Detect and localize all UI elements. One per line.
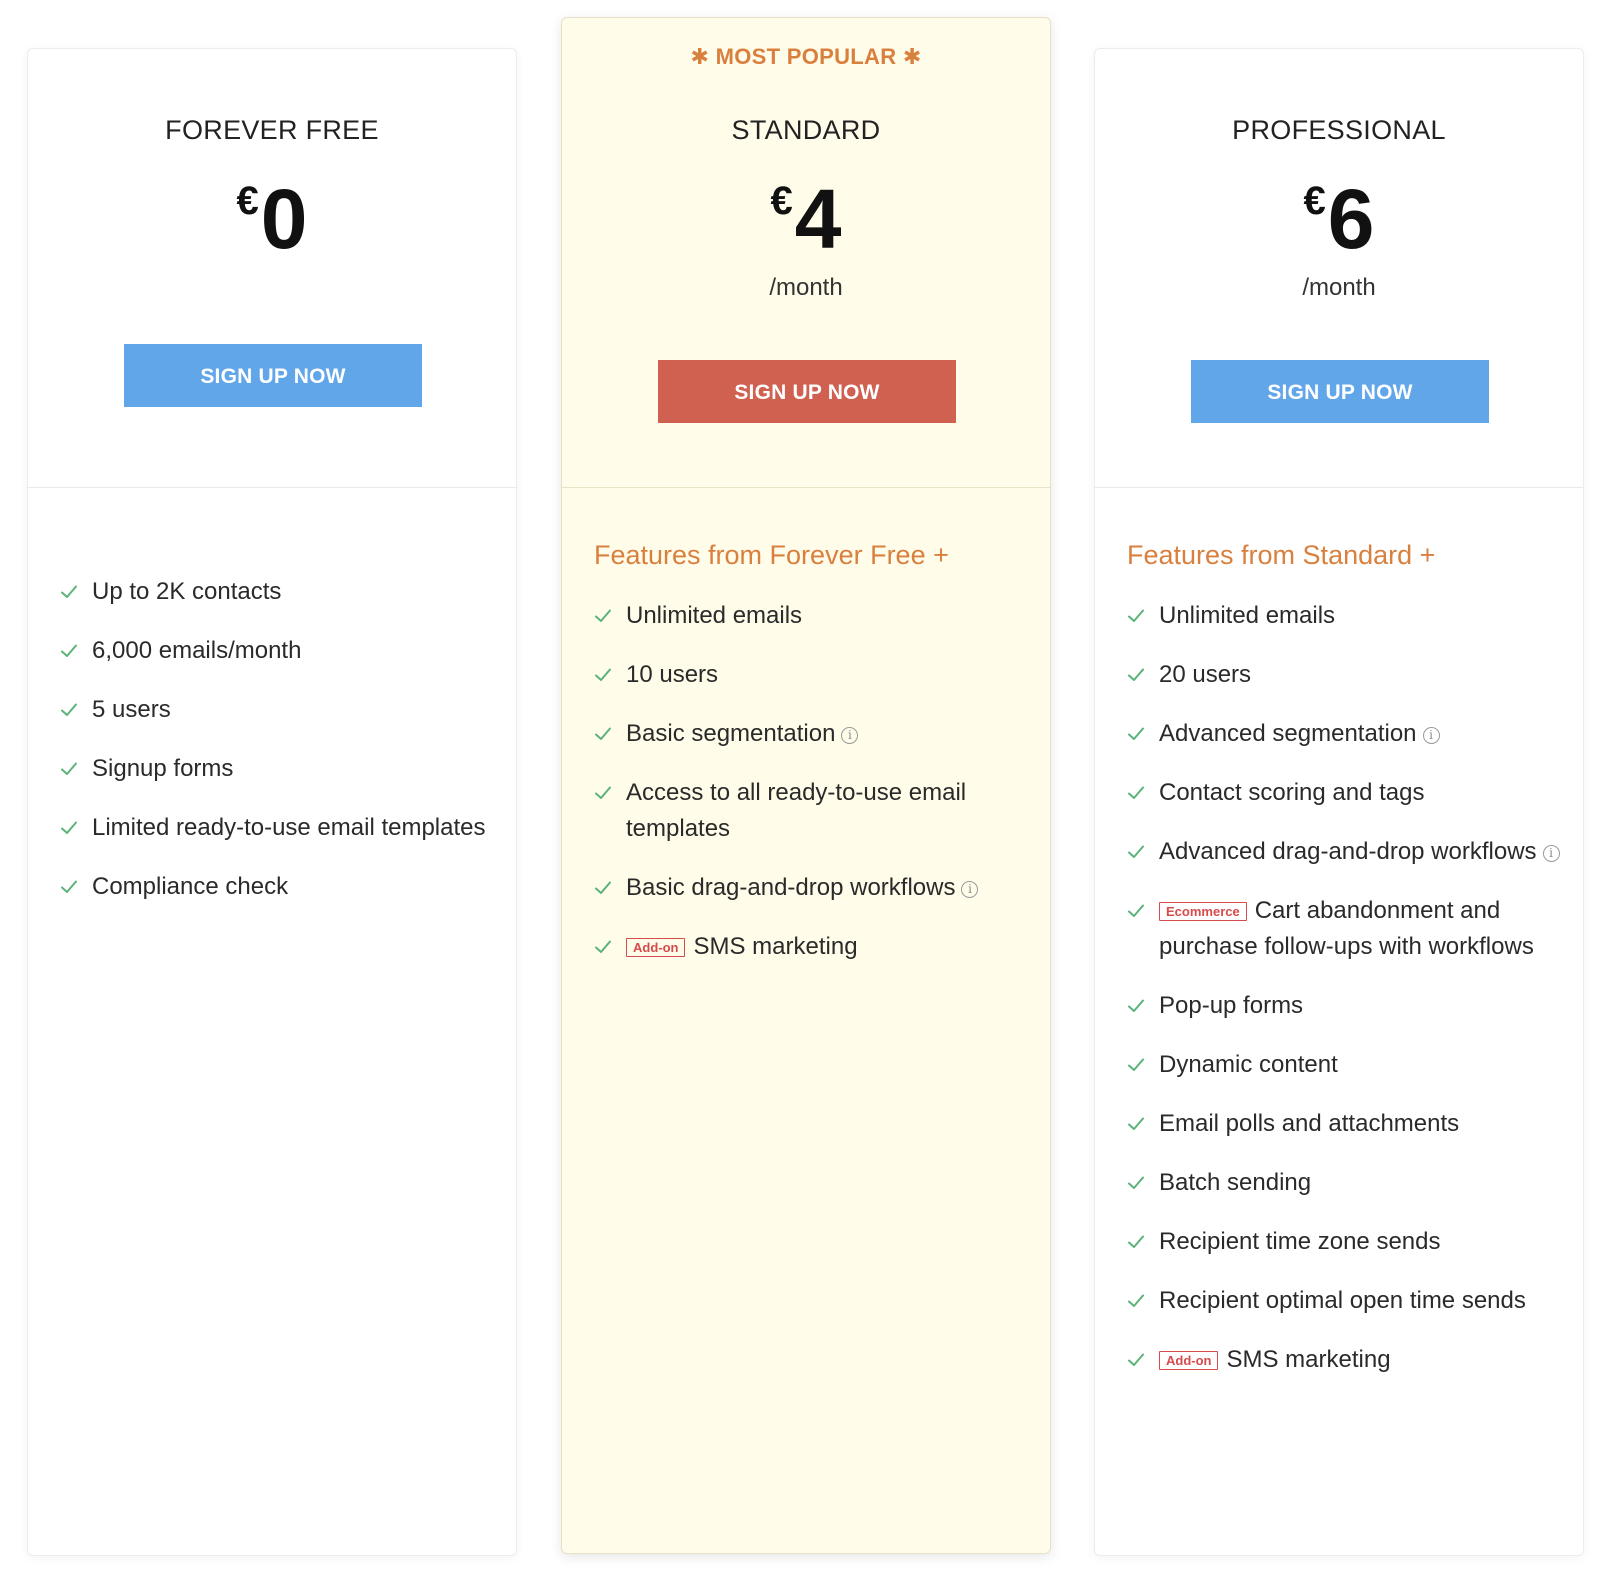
plan-name: PROFESSIONAL: [1232, 115, 1446, 145]
feature-list: [1127, 598, 1563, 1401]
feature-text: Advanced segmentation: [1159, 720, 1417, 747]
feature-text: Up to 2K contacts: [92, 578, 282, 605]
feature-text: Recipient time zone sends: [1159, 1228, 1441, 1255]
feature-text: Limited ready-to-use email templates: [92, 814, 486, 841]
feature-text: Contact scoring and tags: [1159, 779, 1425, 806]
checkmark-icon: [1127, 843, 1145, 861]
info-icon[interactable]: i: [841, 727, 858, 744]
feature-text: Access to all ready-to-use email templates: [626, 779, 967, 842]
checkmark-icon: [60, 819, 78, 837]
plan-card-standard: [561, 17, 1051, 1554]
feature-item: [1127, 893, 1563, 965]
info-icon[interactable]: i: [961, 881, 978, 898]
card-divider: [1095, 487, 1583, 488]
most-popular-label: ✱ MOST POPULAR ✱: [690, 44, 922, 69]
checkmark-icon: [1127, 725, 1145, 743]
feature-text: Compliance check: [92, 873, 289, 900]
checkmark-icon: [1127, 997, 1145, 1015]
checkmark-icon: [1127, 1233, 1145, 1251]
feature-item: [1127, 657, 1563, 693]
card-divider: [562, 487, 1050, 488]
checkmark-icon: [60, 878, 78, 896]
feature-item: [60, 692, 496, 728]
checkmark-icon: [60, 642, 78, 660]
checkmark-icon: [594, 938, 612, 956]
feature-item: [60, 810, 496, 846]
plan-price: [28, 172, 516, 266]
feature-text: 10 users: [626, 661, 719, 688]
feature-item: [60, 574, 496, 610]
checkmark-icon: [1127, 1056, 1145, 1074]
checkmark-icon: [594, 784, 612, 802]
checkmark-icon: [1127, 784, 1145, 802]
info-icon[interactable]: i: [1543, 845, 1560, 862]
feature-item: [1127, 1047, 1563, 1083]
feature-item: [594, 870, 1030, 906]
checkmark-icon: [1127, 1115, 1145, 1133]
feature-text: Basic drag-and-drop workflows: [626, 874, 956, 901]
feature-text: Pop-up forms: [1159, 992, 1304, 1019]
feature-item: [60, 869, 496, 905]
feature-item: [594, 775, 1030, 847]
feature-text: Cart abandonment and purchase follow-ups with workflows: [1159, 897, 1534, 960]
features-heading: Features from Standard +: [1127, 540, 1436, 570]
checkmark-icon: [1127, 1292, 1145, 1310]
feature-text: Dynamic content: [1159, 1051, 1338, 1078]
feature-text: SMS marketing: [693, 933, 858, 960]
plan-price: [1095, 172, 1583, 266]
price-amount: 0: [260, 172, 308, 266]
plan-price: [562, 172, 1050, 266]
feature-item: [1127, 1106, 1563, 1142]
feature-badge: Ecommerce: [1159, 902, 1247, 921]
feature-item: [594, 929, 1030, 965]
feature-text: Batch sending: [1159, 1169, 1312, 1196]
checkmark-icon: [60, 701, 78, 719]
feature-list: [60, 574, 496, 928]
checkmark-icon: [60, 583, 78, 601]
sign-up-button-standard[interactable]: SIGN UP NOW: [658, 360, 956, 423]
price-amount: 6: [1327, 172, 1375, 266]
plan-name: STANDARD: [731, 115, 881, 145]
feature-item: [594, 716, 1030, 752]
checkmark-icon: [594, 879, 612, 897]
plan-card-forever-free: [27, 48, 517, 1556]
feature-text: Advanced drag-and-drop workflows: [1159, 838, 1537, 865]
checkmark-icon: [60, 760, 78, 778]
plan-name: FOREVER FREE: [165, 115, 379, 145]
feature-text: 6,000 emails/month: [92, 637, 302, 664]
currency-symbol: €: [236, 179, 259, 223]
plan-card-professional: [1094, 48, 1584, 1556]
billing-period: /month: [769, 274, 843, 301]
currency-symbol: €: [1303, 179, 1326, 223]
sign-up-button-professional[interactable]: SIGN UP NOW: [1191, 360, 1489, 423]
feature-item: [1127, 988, 1563, 1024]
feature-item: [1127, 1165, 1563, 1201]
feature-item: [60, 751, 496, 787]
checkmark-icon: [1127, 666, 1145, 684]
checkmark-icon: [594, 725, 612, 743]
checkmark-icon: [594, 607, 612, 625]
feature-item: [1127, 1224, 1563, 1260]
feature-list: [594, 598, 1030, 988]
feature-text: Unlimited emails: [626, 602, 803, 629]
price-amount: 4: [794, 172, 842, 266]
checkmark-icon: [1127, 902, 1145, 920]
currency-symbol: €: [770, 179, 793, 223]
checkmark-icon: [1127, 607, 1145, 625]
feature-text: 5 users: [92, 696, 171, 723]
features-heading: Features from Forever Free +: [594, 540, 949, 570]
feature-item: [1127, 716, 1563, 752]
feature-text: 20 users: [1159, 661, 1252, 688]
feature-item: [1127, 1283, 1563, 1319]
feature-text: Email polls and attachments: [1159, 1110, 1460, 1137]
checkmark-icon: [1127, 1174, 1145, 1192]
feature-item: [1127, 598, 1563, 634]
card-divider: [28, 487, 516, 488]
info-icon[interactable]: i: [1423, 727, 1440, 744]
feature-text: Recipient optimal open time sends: [1159, 1287, 1526, 1314]
feature-item: [1127, 775, 1563, 811]
sign-up-button-forever-free[interactable]: SIGN UP NOW: [124, 344, 422, 407]
feature-item: [594, 598, 1030, 634]
feature-text: Basic segmentation: [626, 720, 836, 747]
feature-badge: Add-on: [1159, 1351, 1218, 1370]
feature-item: [60, 633, 496, 669]
feature-badge: Add-on: [626, 938, 685, 957]
feature-item: [1127, 1342, 1563, 1378]
checkmark-icon: [1127, 1351, 1145, 1369]
feature-text: Unlimited emails: [1159, 602, 1336, 629]
feature-text: SMS marketing: [1226, 1346, 1391, 1373]
billing-period: /month: [1302, 274, 1376, 301]
checkmark-icon: [594, 666, 612, 684]
feature-text: Signup forms: [92, 755, 234, 782]
feature-item: [594, 657, 1030, 693]
feature-item: [1127, 834, 1563, 870]
